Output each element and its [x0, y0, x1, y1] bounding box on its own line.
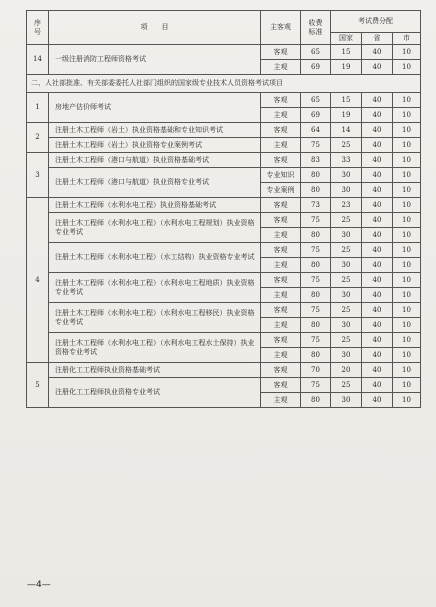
national-share-cell: 25: [331, 213, 362, 228]
exam-type-cell: 客观: [261, 303, 301, 318]
item-cell: 房地产估价师考试: [49, 93, 261, 123]
table-row: [27, 198, 421, 213]
item-cell: 一级注册消防工程师资格考试: [49, 45, 261, 75]
national-share-cell: 25: [331, 273, 362, 288]
province-share-cell: 40: [362, 243, 393, 258]
header-distribution: 考试费分配: [331, 11, 421, 33]
national-share-cell: 33: [331, 153, 362, 168]
exam-type-cell: 主观: [261, 108, 301, 123]
fee-table: [26, 10, 421, 408]
city-share-cell: 10: [393, 363, 421, 378]
province-share-cell: 40: [362, 378, 393, 393]
table-row: [27, 168, 421, 183]
fee-standard-cell: 75: [301, 273, 331, 288]
province-share-cell: 40: [362, 258, 393, 273]
province-share-cell: 40: [362, 60, 393, 75]
exam-type-cell: 主观: [261, 60, 301, 75]
fee-standard-cell: 75: [301, 243, 331, 258]
seq-cell: 3: [27, 153, 49, 198]
national-share-cell: 25: [331, 138, 362, 153]
city-share-cell: 10: [393, 333, 421, 348]
city-share-cell: 10: [393, 228, 421, 243]
national-share-cell: 15: [331, 45, 362, 60]
fee-standard-cell: 80: [301, 288, 331, 303]
fee-standard-cell: 65: [301, 45, 331, 60]
national-share-cell: 30: [331, 258, 362, 273]
item-cell: 注册土木工程师（水利水电工程）（水利水电工程移民）执业资格专业考试: [49, 303, 261, 333]
city-share-cell: 10: [393, 93, 421, 108]
table-row: [27, 93, 421, 108]
fee-standard-cell: 64: [301, 123, 331, 138]
province-share-cell: 40: [362, 168, 393, 183]
national-share-cell: 30: [331, 183, 362, 198]
seq-cell: 5: [27, 363, 49, 408]
item-cell: 注册化工工程师执业资格专业考试: [49, 378, 261, 408]
header-national: 国家: [331, 33, 362, 45]
seq-cell: 14: [27, 45, 49, 75]
national-share-cell: 19: [331, 108, 362, 123]
table-header: [27, 11, 421, 45]
national-share-cell: 30: [331, 348, 362, 363]
table-row: [27, 45, 421, 60]
header-city: 市: [393, 33, 421, 45]
city-share-cell: 10: [393, 303, 421, 318]
national-share-cell: 20: [331, 363, 362, 378]
exam-type-cell: 主观: [261, 393, 301, 408]
city-share-cell: 10: [393, 288, 421, 303]
province-share-cell: 40: [362, 273, 393, 288]
fee-standard-cell: 80: [301, 183, 331, 198]
national-share-cell: 14: [331, 123, 362, 138]
province-share-cell: 40: [362, 333, 393, 348]
national-share-cell: 15: [331, 93, 362, 108]
fee-standard-cell: 75: [301, 303, 331, 318]
city-share-cell: 10: [393, 393, 421, 408]
exam-type-cell: 主观: [261, 228, 301, 243]
item-cell: 注册土木工程师（水利水电工程）执业资格基础考试: [49, 198, 261, 213]
province-share-cell: 40: [362, 108, 393, 123]
fee-standard-cell: 75: [301, 378, 331, 393]
item-cell: 注册土木工程师（水利水电工程）（水利水电工程水土保持）执业资格专业考试: [49, 333, 261, 363]
province-share-cell: 40: [362, 213, 393, 228]
province-share-cell: 40: [362, 93, 393, 108]
national-share-cell: 25: [331, 378, 362, 393]
province-share-cell: 40: [362, 348, 393, 363]
fee-standard-cell: 80: [301, 348, 331, 363]
province-share-cell: 40: [362, 45, 393, 60]
national-share-cell: 19: [331, 60, 362, 75]
national-share-cell: 30: [331, 168, 362, 183]
province-share-cell: 40: [362, 318, 393, 333]
province-share-cell: 40: [362, 183, 393, 198]
city-share-cell: 10: [393, 273, 421, 288]
item-cell: 注册土木工程师（岩土）执业资格专业案例考试: [49, 138, 261, 153]
city-share-cell: 10: [393, 168, 421, 183]
fee-standard-cell: 80: [301, 168, 331, 183]
province-share-cell: 40: [362, 138, 393, 153]
city-share-cell: 10: [393, 138, 421, 153]
national-share-cell: 23: [331, 198, 362, 213]
national-share-cell: 30: [331, 393, 362, 408]
exam-type-cell: 客观: [261, 45, 301, 60]
header-item: 项 目: [49, 11, 261, 45]
table-body: [27, 45, 421, 408]
item-cell: 注册土木工程师（水利水电工程）（水工结构）执业资格专业考试: [49, 243, 261, 273]
province-share-cell: 40: [362, 288, 393, 303]
city-share-cell: 10: [393, 318, 421, 333]
item-cell: 注册土木工程师（水利水电工程）（水利水电工程地质）执业资格专业考试: [49, 273, 261, 303]
national-share-cell: 30: [331, 228, 362, 243]
exam-type-cell: 客观: [261, 123, 301, 138]
city-share-cell: 10: [393, 213, 421, 228]
fee-standard-cell: 73: [301, 198, 331, 213]
province-share-cell: 40: [362, 303, 393, 318]
table-row: [27, 123, 421, 138]
item-cell: 注册土木工程师（岩土）执业资格基础和专业知识考试: [49, 123, 261, 138]
section-title: 二、人社部批准、有关部委委托人社部门组织的国家级专业技术人员资格考试项目: [27, 75, 421, 93]
exam-type-cell: 主观: [261, 258, 301, 273]
national-share-cell: 30: [331, 318, 362, 333]
city-share-cell: 10: [393, 45, 421, 60]
national-share-cell: 30: [331, 288, 362, 303]
exam-type-cell: 客观: [261, 273, 301, 288]
table-row: [27, 303, 421, 318]
item-cell: 注册土木工程师（港口与航道）执业资格专业考试: [49, 168, 261, 198]
exam-type-cell: 客观: [261, 333, 301, 348]
fee-standard-cell: 80: [301, 393, 331, 408]
header-seq: 序 号: [27, 11, 49, 45]
province-share-cell: 40: [362, 228, 393, 243]
table-row: [27, 243, 421, 258]
city-share-cell: 10: [393, 183, 421, 198]
fee-standard-cell: 80: [301, 318, 331, 333]
table-row: [27, 138, 421, 153]
province-share-cell: 40: [362, 198, 393, 213]
item-cell: 注册土木工程师（港口与航道）执业资格基础考试: [49, 153, 261, 168]
exam-type-cell: 客观: [261, 93, 301, 108]
national-share-cell: 25: [331, 303, 362, 318]
city-share-cell: 10: [393, 60, 421, 75]
exam-type-cell: 客观: [261, 198, 301, 213]
province-share-cell: 40: [362, 393, 393, 408]
table-row: [27, 273, 421, 288]
table-row: [27, 213, 421, 228]
city-share-cell: 10: [393, 108, 421, 123]
page-number: —4—: [27, 580, 51, 590]
seq-cell: 4: [27, 198, 49, 363]
city-share-cell: 10: [393, 378, 421, 393]
province-share-cell: 40: [362, 153, 393, 168]
table-row: [27, 363, 421, 378]
exam-type-cell: 客观: [261, 153, 301, 168]
seq-cell: 1: [27, 93, 49, 123]
fee-standard-cell: 80: [301, 228, 331, 243]
fee-standard-cell: 83: [301, 153, 331, 168]
exam-type-cell: 专业知识: [261, 168, 301, 183]
province-share-cell: 40: [362, 123, 393, 138]
province-share-cell: 40: [362, 363, 393, 378]
fee-standard-cell: 80: [301, 258, 331, 273]
header-fee-standard: 收费 标准: [301, 11, 331, 45]
exam-type-cell: 主观: [261, 318, 301, 333]
table-row: [27, 378, 421, 393]
city-share-cell: 10: [393, 258, 421, 273]
city-share-cell: 10: [393, 123, 421, 138]
table-row: [27, 153, 421, 168]
city-share-cell: 10: [393, 198, 421, 213]
exam-type-cell: 客观: [261, 213, 301, 228]
fee-standard-cell: 70: [301, 363, 331, 378]
fee-standard-cell: 75: [301, 333, 331, 348]
item-cell: 注册土木工程师（水利水电工程）（水利水电工程规划）执业资格专业考试: [49, 213, 261, 243]
city-share-cell: 10: [393, 243, 421, 258]
item-cell: 注册化工工程师执业资格基础考试: [49, 363, 261, 378]
national-share-cell: 25: [331, 243, 362, 258]
fee-standard-cell: 69: [301, 60, 331, 75]
national-share-cell: 25: [331, 333, 362, 348]
exam-type-cell: 客观: [261, 363, 301, 378]
exam-type-cell: 主观: [261, 288, 301, 303]
exam-type-cell: 客观: [261, 378, 301, 393]
fee-standard-cell: 75: [301, 213, 331, 228]
seq-cell: 2: [27, 123, 49, 153]
fee-standard-cell: 65: [301, 93, 331, 108]
exam-type-cell: 专业案例: [261, 183, 301, 198]
fee-standard-cell: 75: [301, 138, 331, 153]
header-type: 主客观: [261, 11, 301, 45]
exam-type-cell: 主观: [261, 348, 301, 363]
section-row: [27, 75, 421, 93]
exam-type-cell: 客观: [261, 243, 301, 258]
table-row: [27, 333, 421, 348]
exam-type-cell: 主观: [261, 138, 301, 153]
city-share-cell: 10: [393, 153, 421, 168]
fee-standard-cell: 69: [301, 108, 331, 123]
header-province: 省: [362, 33, 393, 45]
city-share-cell: 10: [393, 348, 421, 363]
